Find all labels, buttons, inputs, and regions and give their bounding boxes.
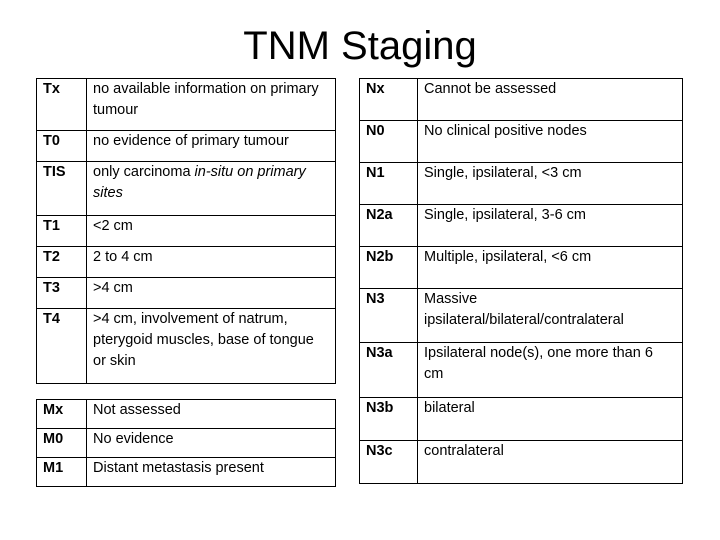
- stage-description: no available information on primary tumour: [87, 79, 336, 131]
- table-row: [360, 247, 683, 289]
- table-row: [37, 216, 336, 247]
- m-stage-table: [36, 399, 336, 487]
- stage-code: Nx: [360, 79, 418, 121]
- stage-description: 2 to 4 cm: [87, 247, 336, 278]
- table-row: [37, 278, 336, 309]
- n-stage-table: [359, 78, 683, 484]
- table-row: [37, 429, 336, 458]
- stage-description: <2 cm: [87, 216, 336, 247]
- stage-code: N2b: [360, 247, 418, 289]
- stage-description: bilateral: [418, 398, 683, 441]
- table-row: [360, 343, 683, 398]
- stage-description: contralateral: [418, 441, 683, 484]
- table-row: [37, 458, 336, 487]
- table-row: [37, 131, 336, 162]
- stage-description: No clinical positive nodes: [418, 121, 683, 163]
- page-title: TNM Staging: [243, 24, 477, 68]
- table-row: [360, 205, 683, 247]
- stage-code: T1: [37, 216, 87, 247]
- stage-code: Tx: [37, 79, 87, 131]
- t-stage-table: [36, 78, 336, 384]
- stage-code: M0: [37, 429, 87, 458]
- stage-description: [87, 162, 336, 216]
- stage-description: No evidence: [87, 429, 336, 458]
- stage-description: >4 cm, involvement of natrum, pterygoid muscles, base of tongue or skin: [87, 309, 336, 384]
- stage-code: N2a: [360, 205, 418, 247]
- stage-description-text: only carcinoma: [93, 164, 195, 180]
- table-row: [360, 398, 683, 441]
- stage-description: Massive ipsilateral/bilateral/contralateral: [418, 289, 683, 343]
- table-row: [360, 289, 683, 343]
- stage-code: N3: [360, 289, 418, 343]
- table-row: [360, 441, 683, 484]
- table-row: [360, 121, 683, 163]
- table-row: [37, 247, 336, 278]
- stage-code: TIS: [37, 162, 87, 216]
- stage-code: T3: [37, 278, 87, 309]
- stage-code: N3c: [360, 441, 418, 484]
- stage-description: Distant metastasis present: [87, 458, 336, 487]
- stage-code: N1: [360, 163, 418, 205]
- stage-code: T4: [37, 309, 87, 384]
- stage-description-italic: in-situ on primary sites: [93, 164, 306, 201]
- stage-description: Single, ipsilateral, 3-6 cm: [418, 205, 683, 247]
- table-row: [360, 163, 683, 205]
- stage-code: T2: [37, 247, 87, 278]
- stage-code: N3b: [360, 398, 418, 441]
- table-row: [37, 400, 336, 429]
- stage-description: no evidence of primary tumour: [87, 131, 336, 162]
- stage-description: Cannot be assessed: [418, 79, 683, 121]
- stage-description: Not assessed: [87, 400, 336, 429]
- table-row: [360, 79, 683, 121]
- stage-description: Single, ipsilateral, <3 cm: [418, 163, 683, 205]
- table-row: [37, 79, 336, 131]
- stage-code: T0: [37, 131, 87, 162]
- stage-code: N0: [360, 121, 418, 163]
- stage-code: N3a: [360, 343, 418, 398]
- stage-code: M1: [37, 458, 87, 487]
- stage-code: Mx: [37, 400, 87, 429]
- table-row: [37, 162, 336, 216]
- stage-description: Ipsilateral node(s), one more than 6 cm: [418, 343, 683, 398]
- stage-description: Multiple, ipsilateral, <6 cm: [418, 247, 683, 289]
- stage-description: >4 cm: [87, 278, 336, 309]
- table-row: [37, 309, 336, 384]
